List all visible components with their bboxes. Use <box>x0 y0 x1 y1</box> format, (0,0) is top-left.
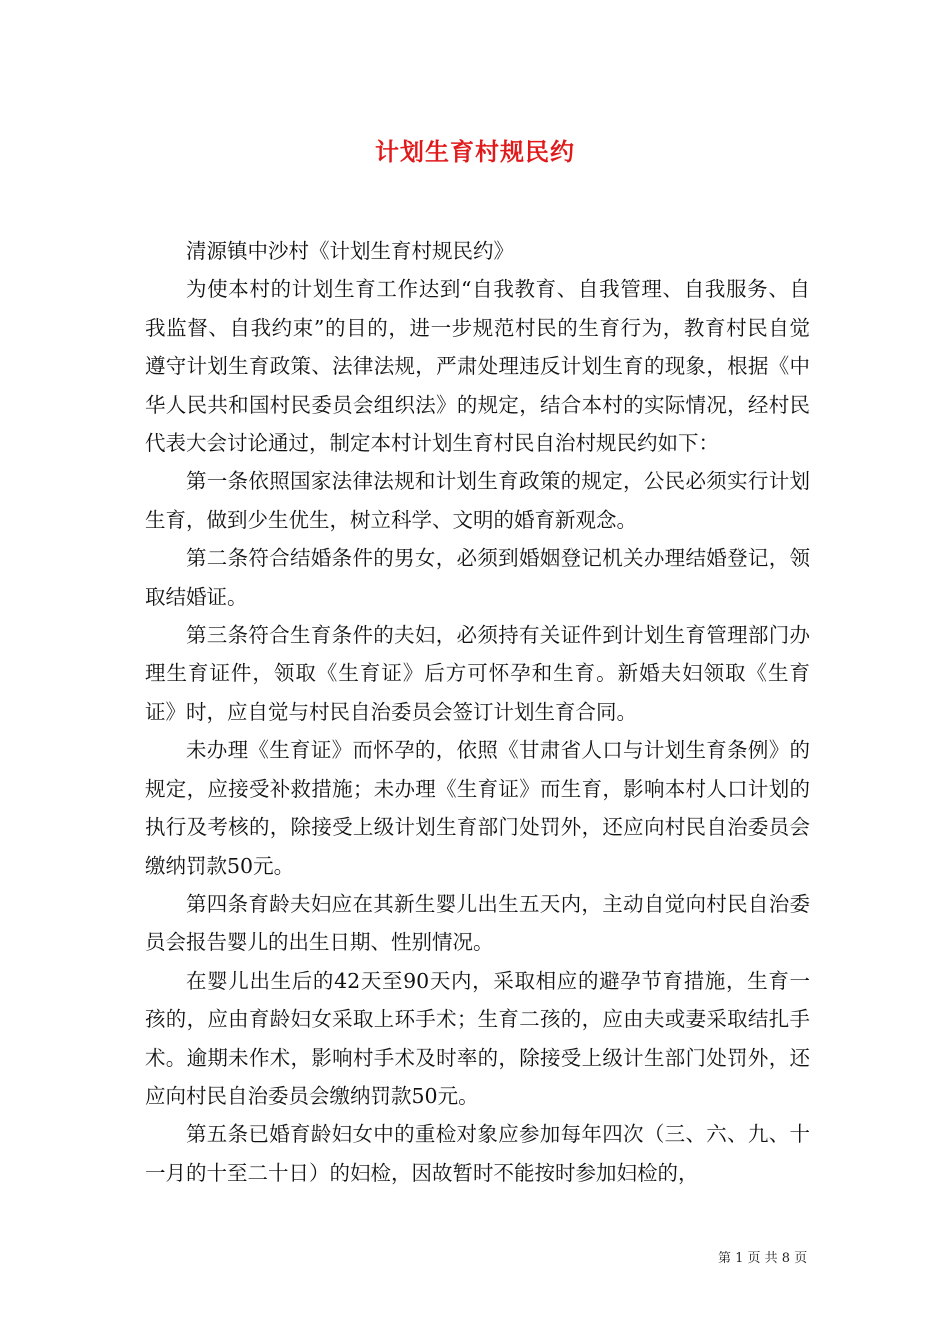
document-body <box>145 232 810 1192</box>
page-number: 第 1 页 共 8 页 <box>718 1251 808 1266</box>
paragraph-subtitle: 清源镇中沙村《计划生育村规民约》 <box>186 239 514 263</box>
paragraph-preamble: 为使本村的计划生育工作达到“自我教育、自我管理、自我服务、自我监督、自我约束”的目的，进一步规范村民的生育行为，教育村民自觉遵守计划生育政策、法律法规，严肃处理违反计划生育的现象，根据《中华人民共和国村民委员会组织法》的规定，结合本村的实际情况，经村民代表大会讨论通过，制定本村计划生育村民自治村规民约如下： <box>145 277 810 456</box>
paragraph-article-1: 第一条依照国家法律法规和计划生育政策的规定，公民必须实行计划生育，做到少生优生，树立科学、文明的婚育新观念。 <box>145 469 810 532</box>
paragraph-article-2: 第二条符合结婚条件的男女，必须到婚姻登记机关办理结婚登记，领取结婚证。 <box>145 546 810 609</box>
paragraph-article-5: 第五条已婚育龄妇女中的重检对象应参加每年四次（三、六、九、十一月的十至二十日）的妇检，因故暂时不能按时参加妇检的， <box>145 1122 810 1185</box>
document-title: 计划生育村规民约 <box>375 137 575 166</box>
paragraph-article-4-cont: 在婴儿出生后的42天至90天内，采取相应的避孕节育措施，生育一孩的，应由育龄妇女采取上环手术；生育二孩的，应由夫或妻采取结扎手术。逾期未作术，影响村手术及时率的，除接受上级计生部门处罚外，还应向村民自治委员会缴纳罚款50元。 <box>145 968 810 1108</box>
paragraph-article-4: 第四条育龄夫妇应在其新生婴儿出生五天内，主动自觉向村民自治委员会报告婴儿的出生日期、性别情况。 <box>145 891 810 955</box>
paragraph-article-3-cont: 未办理《生育证》而怀孕的，依照《甘肃省人口与计划生育条例》的规定，应接受补救措施；未办理《生育证》而生育，影响本村人口计划的执行及考核的，除接受上级计划生育部门处罚外，还应向村民自治委员会缴纳罚款50元。 <box>145 738 810 878</box>
paragraph-article-3: 第三条符合生育条件的夫妇，必须持有关证件到计划生育管理部门办理生育证件，领取《生育证》后方可怀孕和生育。新婚夫妇领取《生育证》时，应自觉与村民自治委员会签订计划生育合同。 <box>145 623 810 724</box>
